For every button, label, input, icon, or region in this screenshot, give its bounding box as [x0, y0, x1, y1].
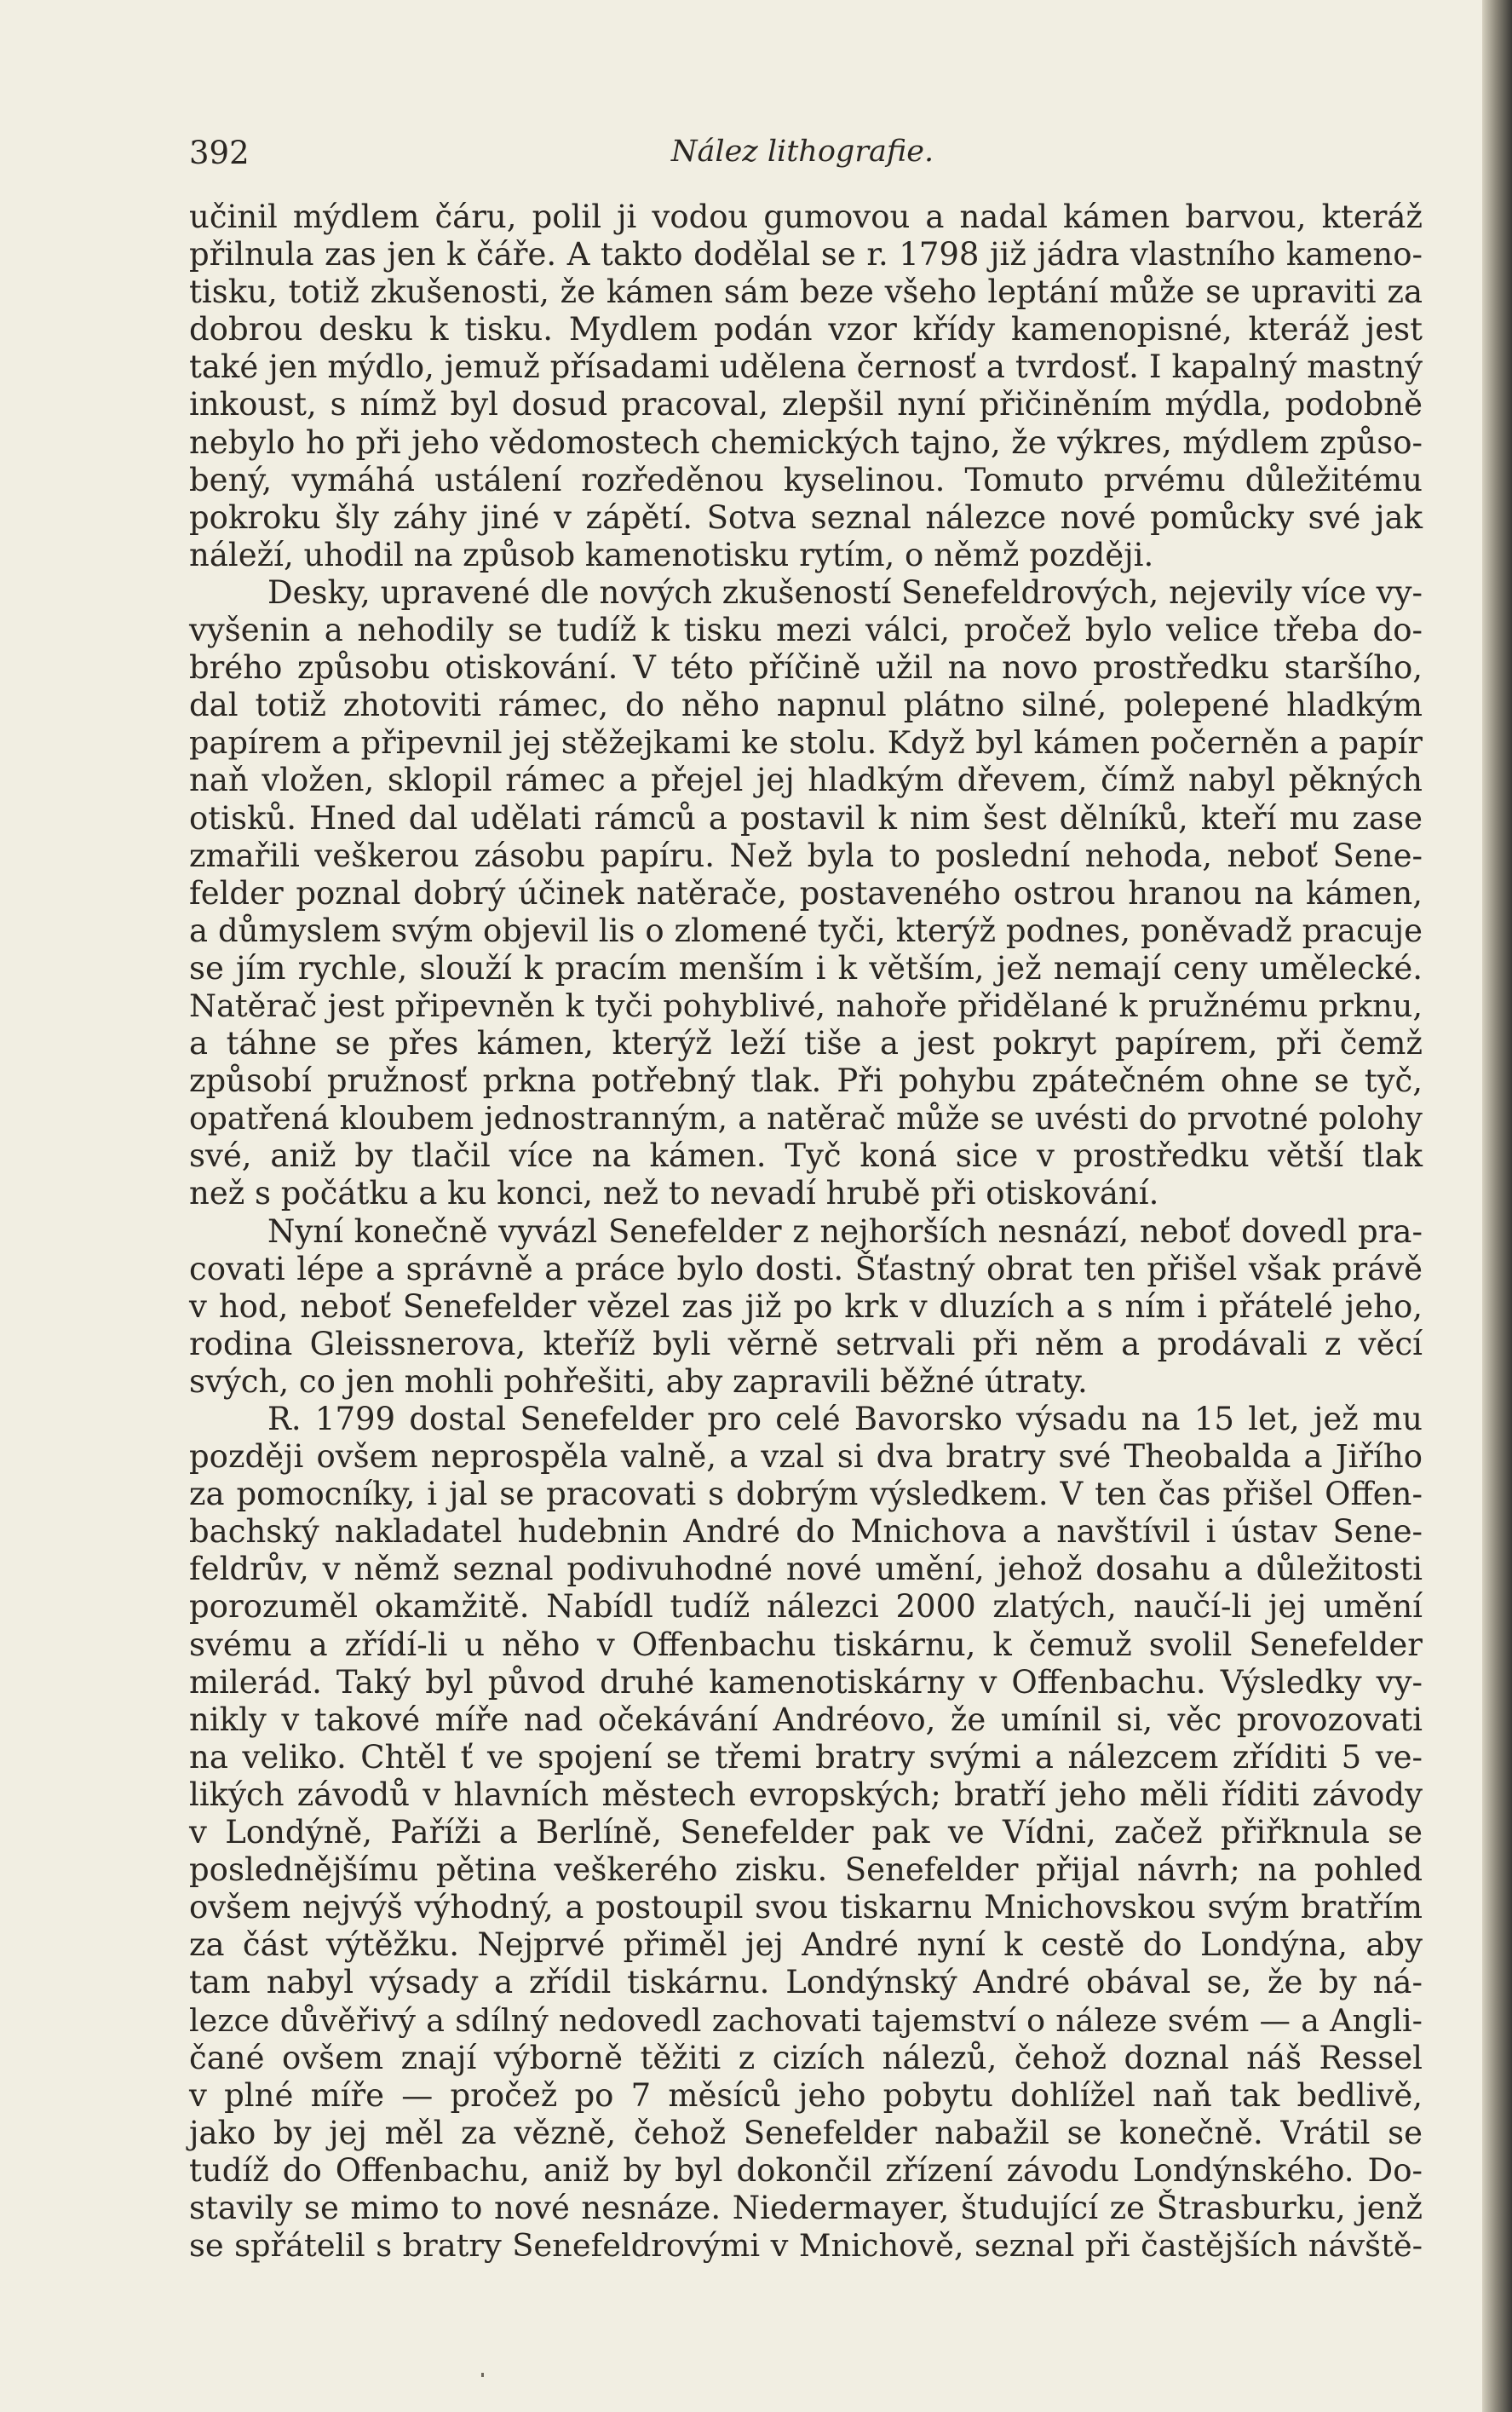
text-line: později ovšem neprospěla valně, a vzal si dva bratry své Theobalda a Jiřího — [189, 1438, 1423, 1476]
text-line: způsobí pružnosť prkna potřebný tlak. Při pohybu zpátečném ohne se tyč, — [189, 1062, 1423, 1100]
text-line: svých, co jen mohli pohřešiti, aby zapravili běžné útraty. — [189, 1362, 1088, 1400]
text-line: za pomocníky, i jal se pracovati s dobrým výsledkem. V ten čas přišel Offen- — [189, 1476, 1423, 1513]
text-line: tisku, totiž zkušenosti, že kámen sám beze všeho leptání může se upraviti za — [189, 273, 1423, 311]
text-line: otisků. Hned dal udělati rámců a postavil k nim šest dělníků, kteří mu zase — [189, 799, 1423, 837]
text-line: se jím rychle, slouží k pracím menším i k větším, jež nemají ceny umělecké. — [189, 949, 1423, 987]
text-line: se spřátelil s bratry Senefeldrovými v Mnichově, seznal při častějších návště- — [189, 2227, 1423, 2265]
text-line: nebylo ho při jeho vědomostech chemických tajno, že výkres, mýdlem způso- — [189, 423, 1423, 461]
text-line: lezce důvěřivý a sdílný nedovedl zachovati tajemství o náleze svém — a Angli- — [189, 2001, 1423, 2039]
text-line: tudíž do Offenbachu, aniž by byl dokončil zřízení závodu Londýnského. Do- — [189, 2151, 1423, 2189]
text-line: čané ovšem znají výborně těžiti z cizích nálezů, čehož doznal náš Ressel — [189, 2039, 1423, 2076]
text-line: porozuměl okamžitě. Nabídl tudíž nálezci 2000 zlatých, naučí-li jej umění — [189, 1588, 1423, 1626]
text-line: R. 1799 dostal Senefelder pro celé Bavorsko výsadu na 15 let, jež mu — [267, 1401, 1423, 1437]
text-line: na veliko. Chtěl ť ve spojení se třemi bratry svými a nálezcem zříditi 5 ve- — [189, 1738, 1423, 1776]
text-line: dal totiž zhotoviti rámec, do něho napnul plátno silné, polepené hladkým — [189, 687, 1423, 724]
text-line: naň vložen, sklopil rámec a přejel jej hladkým dřevem, čímž nabyl pěkných — [189, 762, 1423, 799]
text-line: ovšem nejvýš výhodný, a postoupil svou tiskarnu Mnichovskou svým bratřím — [189, 1889, 1423, 1926]
text-line: felder poznal dobrý účinek natěrače, postaveného ostrou hranou na kámen, — [189, 874, 1423, 912]
text-line: opatřená kloubem jednostranným, a natěrač může se uvésti do prvotné polohy — [189, 1100, 1423, 1137]
text-line: svému a zřídí-li u něho v Offenbachu tiskárnu, k čemuž svolil Senefelder — [189, 1626, 1423, 1663]
text-line: covati lépe a správně a práce bylo dosti. Šťastný obrat ten přišel však právě — [189, 1250, 1423, 1287]
text-line: Desky, upravené dle nových zkušeností Senefeldrových, nejevily více vy- — [267, 573, 1423, 611]
text-line: v plné míře — pročež po 7 měsíců jeho pobytu dohlížel naň tak bedlivě, — [189, 2076, 1423, 2114]
text-line: rodina Gleissnerova, kteříž byli věrně setrvali při něm a prodávali z věcí — [189, 1325, 1423, 1362]
page-number: 392 — [189, 135, 250, 171]
text-line: za část výtěžku. Nejprvé přiměl jej André nyní k cestě do Londýna, aby — [189, 1926, 1423, 1964]
text-line: své, aniž by tlačil více na kámen. Tyč koná sice v prostředku větší tlak — [189, 1137, 1423, 1175]
text-line: zmařili veškerou zásobu papíru. Než byla to poslední nehoda, neboť Sene- — [189, 837, 1423, 874]
text-line: také jen mýdlo, jemuž přísadami udělena černosť a tvrdosť. I kapalný mastný — [189, 348, 1423, 386]
text-line: Natěrač jest připevněn k tyči pohyblivé, nahoře přidělané k pružnému prknu, — [189, 987, 1423, 1024]
running-title: Nález lithografie. — [670, 135, 934, 169]
text-line: bachský nakladatel hudebnin André do Mnichova a navštívil i ústav Sene- — [189, 1513, 1423, 1551]
text-line: a důmyslem svým objevil lis o zlomené tyči, kterýž podnes, poněvadž pracuje — [189, 912, 1423, 949]
text-line: a táhne se přes kámen, kterýž leží tiše a jest pokryt papírem, při čemž — [189, 1025, 1423, 1062]
text-line: bený, vymáhá ustálení rozředěnou kyselinou. Tomuto prvému důležitému — [189, 461, 1423, 498]
text-line: v Londýně, Paříži a Berlíně, Senefelder pak ve Vídni, začež přiřknula se — [189, 1814, 1423, 1851]
text-line: vyšenin a nehodily se tudíž k tisku mezi válci, pročež bylo velice třeba do- — [189, 612, 1423, 649]
text-line: Nyní konečně vyvázl Senefelder z nejhorších nesnází, neboť dovedl pra- — [267, 1212, 1423, 1250]
text-line: tam nabyl výsady a zřídil tiskárnu. Londýnský André obával se, že by ná- — [189, 1964, 1423, 2001]
text-line: než s počátku a ku konci, než to nevadí hrubě při otiskování. — [189, 1175, 1159, 1212]
text-line: jako by jej měl za vězně, čehož Senefelder nabažil se konečně. Vrátil se — [189, 2114, 1423, 2151]
page-header — [189, 135, 1416, 186]
print-speck — [481, 2373, 484, 2377]
text-line: dobrou desku k tisku. Mydlem podán vzor křídy kamenopisné, kteráž jest — [189, 311, 1423, 348]
text-line: učinil mýdlem čáru, polil ji vodou gumovou a nadal kámen barvou, kteráž — [189, 199, 1423, 235]
text-line: náleží, uhodil na způsob kamenotisku rytím, o němž později. — [189, 536, 1154, 573]
text-line: poslednějšímu pětina veškerého zisku. Senefelder přijal návrh; na pohled — [189, 1851, 1423, 1889]
text-line: přilnula zas jen k čáře. A takto dodělal se r. 1798 již jádra vlastního kameno- — [189, 236, 1423, 273]
text-line: milerád. Taký byl původ druhé kamenotiskárny v Offenbachu. Výsledky vy- — [189, 1663, 1423, 1701]
text-line: pokroku šly záhy jiné v zápětí. Sotva seznal nálezce nové pomůcky své jak — [189, 498, 1423, 536]
text-line: likých závodů v hlavních městech evropských; bratří jeho měli říditi závody — [189, 1776, 1423, 1813]
binding-shadow — [1482, 0, 1512, 2412]
text-line: papírem a připevnil jej stěžejkami ke stolu. Když byl kámen počerněn a papír — [189, 724, 1423, 762]
body-text — [189, 199, 1423, 2265]
text-line: inkoust, s nímž byl dosud pracoval, zlepšil nyní přičiněním mýdla, podobně — [189, 386, 1423, 423]
text-line: nikly v takové míře nad očekávání Andréovo, že umínil si, věc provozovati — [189, 1701, 1423, 1738]
text-line: brého způsobu otiskování. V této příčině užil na novo prostředku staršího, — [189, 649, 1423, 687]
text-line: stavily se mimo to nové nesnáze. Niedermayer, študující ze Štrasburku, jenž — [189, 2189, 1423, 2226]
text-line: feldrův, v němž seznal podivuhodné nové umění, jehož dosahu a důležitosti — [189, 1551, 1423, 1588]
text-line: v hod, neboť Senefelder vězel zas již po krk v dluzích a s ním i přátelé jeho, — [189, 1287, 1423, 1325]
